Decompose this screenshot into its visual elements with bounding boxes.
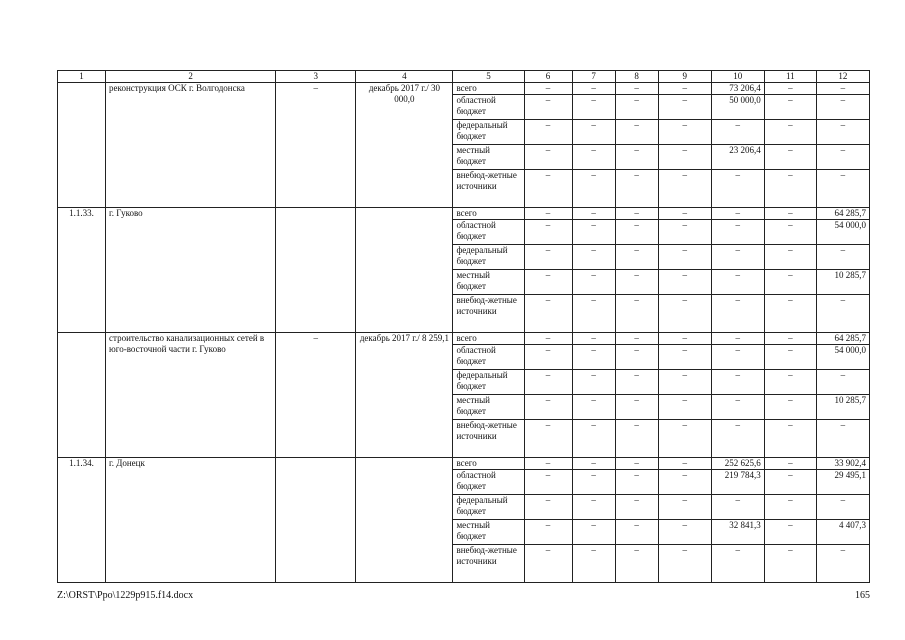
column-header: 9 — [658, 71, 711, 83]
value-cell: – — [524, 520, 572, 545]
value-cell: 32 841,3 — [711, 520, 764, 545]
value-cell: – — [524, 395, 572, 420]
column-header-row — [58, 71, 870, 83]
value-cell: – — [711, 220, 764, 245]
value-cell: – — [764, 345, 816, 370]
item-number: 1.1.33. — [58, 208, 106, 333]
value-cell: – — [572, 120, 615, 145]
value-cell: – — [572, 370, 615, 395]
value-cell: 23 206,4 — [711, 145, 764, 170]
value-cell: – — [524, 458, 572, 470]
value-cell: 4 407,3 — [816, 520, 869, 545]
value-cell: – — [816, 545, 869, 583]
value-cell: – — [658, 295, 711, 333]
value-cell: – — [764, 333, 816, 345]
value-cell: – — [711, 420, 764, 458]
item-name: реконструкция ОСК г. Волгодонска — [106, 83, 276, 208]
funding-source-label: всего — [453, 333, 524, 345]
value-cell: – — [615, 545, 658, 583]
value-cell: – — [572, 95, 615, 120]
funding-source-label: областной бюджет — [453, 345, 524, 370]
table-row — [58, 208, 870, 220]
value-cell: – — [615, 345, 658, 370]
value-cell: – — [658, 370, 711, 395]
item-name: г. Гуково — [106, 208, 276, 333]
column-header: 10 — [711, 71, 764, 83]
column-header: 7 — [572, 71, 615, 83]
value-cell: – — [524, 83, 572, 95]
value-cell: – — [764, 95, 816, 120]
value-cell: – — [816, 83, 869, 95]
deadline-cost: декабрь 2017 г./ 30 000,0 — [356, 83, 453, 208]
item-number — [58, 333, 106, 458]
value-cell: 10 285,7 — [816, 395, 869, 420]
funding-source-label: областной бюджет — [453, 220, 524, 245]
value-cell: – — [711, 345, 764, 370]
value-cell: – — [572, 545, 615, 583]
value-cell: – — [572, 395, 615, 420]
value-cell: – — [816, 120, 869, 145]
deadline-cost — [356, 208, 453, 333]
funding-source-label: внебюд-жетные источники — [453, 295, 524, 333]
value-cell: – — [764, 245, 816, 270]
value-cell: – — [524, 95, 572, 120]
value-cell: – — [524, 420, 572, 458]
table-row — [58, 333, 870, 345]
value-cell: – — [658, 495, 711, 520]
value-cell: – — [615, 208, 658, 220]
value-cell: – — [816, 370, 869, 395]
value-cell: – — [572, 458, 615, 470]
value-cell: – — [764, 470, 816, 495]
value-cell: – — [764, 220, 816, 245]
table-row — [58, 458, 870, 470]
value-cell: – — [524, 495, 572, 520]
value-cell: – — [524, 333, 572, 345]
value-cell: 50 000,0 — [711, 95, 764, 120]
value-cell: – — [764, 83, 816, 95]
value-cell: – — [658, 95, 711, 120]
value-cell: – — [764, 458, 816, 470]
value-cell: – — [764, 295, 816, 333]
value-cell: – — [615, 295, 658, 333]
funding-source-label: местный бюджет — [453, 520, 524, 545]
value-cell: – — [658, 220, 711, 245]
item-number — [58, 83, 106, 208]
value-cell: – — [572, 220, 615, 245]
column-header: 2 — [106, 71, 276, 83]
value-cell: – — [658, 545, 711, 583]
value-cell: – — [572, 270, 615, 295]
value-cell: – — [615, 245, 658, 270]
value-cell: – — [615, 470, 658, 495]
value-cell: – — [816, 295, 869, 333]
value-cell: – — [711, 120, 764, 145]
value-cell: – — [572, 420, 615, 458]
value-cell: – — [524, 245, 572, 270]
value-cell: 73 206,4 — [711, 83, 764, 95]
table-row — [58, 83, 870, 95]
value-cell: – — [572, 520, 615, 545]
value-cell: – — [572, 83, 615, 95]
funding-source-label: внебюд-жетные источники — [453, 170, 524, 208]
value-cell: – — [524, 120, 572, 145]
value-cell: – — [572, 333, 615, 345]
value-cell: – — [764, 170, 816, 208]
value-cell: – — [615, 170, 658, 208]
column-3-value — [276, 208, 356, 333]
funding-source-label: федеральный бюджет — [453, 245, 524, 270]
value-cell: – — [524, 220, 572, 245]
funding-source-label: областной бюджет — [453, 470, 524, 495]
value-cell: 54 000,0 — [816, 220, 869, 245]
value-cell: – — [711, 395, 764, 420]
value-cell: – — [816, 170, 869, 208]
value-cell: 33 902,4 — [816, 458, 869, 470]
value-cell: – — [764, 370, 816, 395]
funding-source-label: областной бюджет — [453, 95, 524, 120]
value-cell: – — [658, 120, 711, 145]
value-cell: – — [764, 270, 816, 295]
value-cell: – — [764, 120, 816, 145]
value-cell: – — [658, 208, 711, 220]
deadline-cost — [356, 458, 453, 583]
value-cell: – — [711, 333, 764, 345]
value-cell: – — [524, 470, 572, 495]
column-header: 6 — [524, 71, 572, 83]
value-cell: – — [658, 458, 711, 470]
value-cell: – — [658, 245, 711, 270]
value-cell: – — [572, 208, 615, 220]
value-cell: – — [524, 345, 572, 370]
value-cell: – — [524, 170, 572, 208]
value-cell: – — [764, 545, 816, 583]
value-cell: – — [658, 83, 711, 95]
value-cell: – — [615, 420, 658, 458]
column-header: 4 — [356, 71, 453, 83]
item-name: г. Донецк — [106, 458, 276, 583]
funding-source-label: местный бюджет — [453, 270, 524, 295]
funding-source-label: внебюд-жетные источники — [453, 420, 524, 458]
value-cell: – — [615, 495, 658, 520]
value-cell: 219 784,3 — [711, 470, 764, 495]
value-cell: – — [764, 495, 816, 520]
funding-source-label: всего — [453, 83, 524, 95]
value-cell: – — [711, 545, 764, 583]
column-header: 12 — [816, 71, 869, 83]
funding-source-label: всего — [453, 458, 524, 470]
value-cell: – — [816, 420, 869, 458]
column-header: 3 — [276, 71, 356, 83]
file-path: Z:\ORST\Ppo\1229p915.f14.docx — [57, 590, 194, 601]
value-cell: – — [572, 145, 615, 170]
item-number: 1.1.34. — [58, 458, 106, 583]
value-cell: – — [816, 95, 869, 120]
column-header: 5 — [453, 71, 524, 83]
funding-source-label: всего — [453, 208, 524, 220]
value-cell: – — [572, 345, 615, 370]
value-cell: – — [572, 470, 615, 495]
column-3-value — [276, 458, 356, 583]
value-cell: – — [615, 220, 658, 245]
column-header: 8 — [615, 71, 658, 83]
value-cell: – — [572, 245, 615, 270]
funding-source-label: внебюд-жетные источники — [453, 545, 524, 583]
value-cell: – — [711, 295, 764, 333]
value-cell: – — [711, 270, 764, 295]
value-cell: – — [524, 295, 572, 333]
value-cell: – — [816, 495, 869, 520]
funding-source-label: местный бюджет — [453, 395, 524, 420]
value-cell: – — [764, 395, 816, 420]
value-cell: – — [524, 545, 572, 583]
value-cell: – — [658, 170, 711, 208]
value-cell: – — [615, 83, 658, 95]
value-cell: – — [764, 208, 816, 220]
funding-source-label: федеральный бюджет — [453, 495, 524, 520]
value-cell: – — [764, 145, 816, 170]
value-cell: 54 000,0 — [816, 345, 869, 370]
page-number: 165 — [855, 590, 870, 601]
value-cell: – — [615, 458, 658, 470]
item-name: строительство канализационных сетей в юго-восточной части г. Гуково — [106, 333, 276, 458]
value-cell: – — [658, 270, 711, 295]
value-cell: – — [764, 420, 816, 458]
value-cell: 252 625,6 — [711, 458, 764, 470]
value-cell: – — [658, 470, 711, 495]
value-cell: – — [711, 495, 764, 520]
value-cell: – — [658, 420, 711, 458]
deadline-cost: декабрь 2017 г./ 8 259,1 — [356, 333, 453, 458]
value-cell: – — [764, 520, 816, 545]
value-cell: – — [658, 333, 711, 345]
column-header: 11 — [764, 71, 816, 83]
value-cell: – — [711, 245, 764, 270]
value-cell: – — [524, 370, 572, 395]
value-cell: – — [615, 120, 658, 145]
value-cell: – — [711, 370, 764, 395]
value-cell: – — [658, 145, 711, 170]
value-cell: – — [524, 208, 572, 220]
funding-source-label: федеральный бюджет — [453, 120, 524, 145]
value-cell: – — [524, 145, 572, 170]
value-cell: – — [711, 208, 764, 220]
value-cell: 10 285,7 — [816, 270, 869, 295]
column-3-value: – — [276, 83, 356, 208]
value-cell: – — [615, 145, 658, 170]
value-cell: – — [572, 295, 615, 333]
value-cell: – — [615, 270, 658, 295]
value-cell: – — [615, 370, 658, 395]
value-cell: – — [711, 170, 764, 208]
value-cell: 64 285,7 — [816, 208, 869, 220]
value-cell: – — [572, 495, 615, 520]
value-cell: – — [615, 95, 658, 120]
value-cell: – — [524, 270, 572, 295]
funding-source-label: федеральный бюджет — [453, 370, 524, 395]
value-cell: – — [816, 245, 869, 270]
budget-table — [57, 70, 870, 583]
column-header: 1 — [58, 71, 106, 83]
value-cell: – — [615, 520, 658, 545]
funding-source-label: местный бюджет — [453, 145, 524, 170]
value-cell: 29 495,1 — [816, 470, 869, 495]
value-cell: – — [658, 345, 711, 370]
value-cell: – — [658, 395, 711, 420]
value-cell: – — [615, 333, 658, 345]
value-cell: – — [615, 395, 658, 420]
value-cell: 64 285,7 — [816, 333, 869, 345]
column-3-value: – — [276, 333, 356, 458]
table-body — [58, 71, 870, 583]
value-cell: – — [658, 520, 711, 545]
value-cell: – — [572, 170, 615, 208]
value-cell: – — [816, 145, 869, 170]
